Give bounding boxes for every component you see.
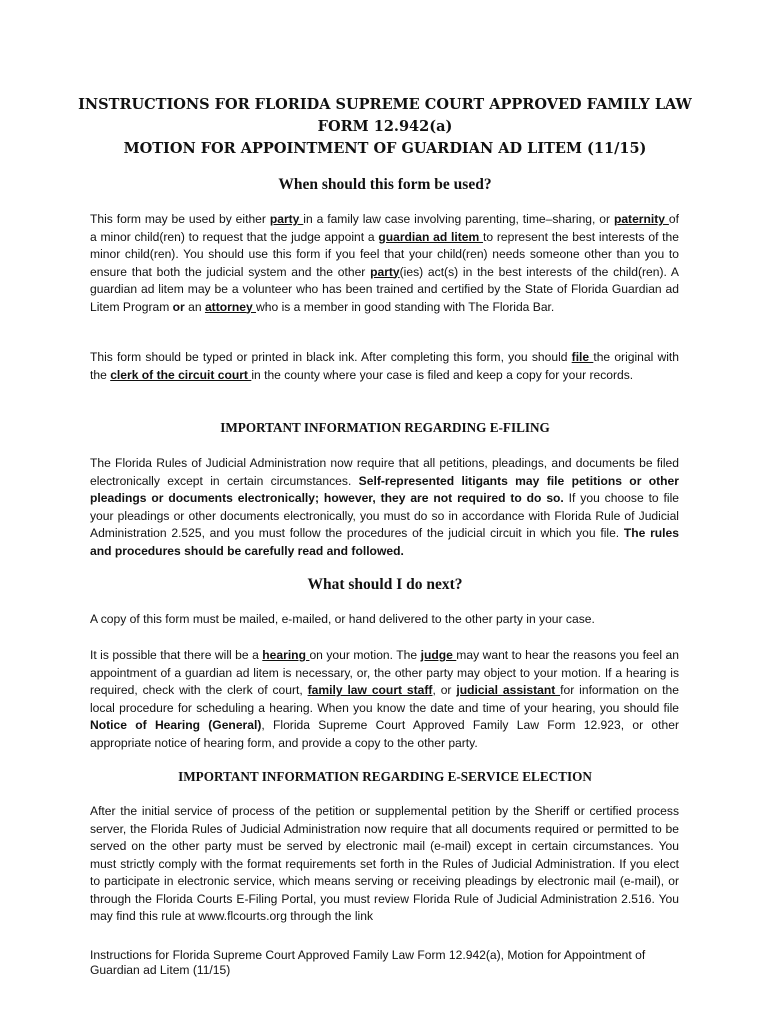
paragraph-when-used: This form may be used by either party in a family law case involving parenting, time–sharing, or paternity of a minor child(ren) to request that the judge appoint a guardian ad litem to represent the best interests of the minor child(ren). You should use this form if you feel that your child(ren) needs someone other than you to ensure that both the judicial system and the other party(ies) act(s) in the best interests of the child(ren). A guardian ad litem may be a volunteer who has been trained and certified by the State of Florida Guardian ad Litem Program or an attorney who is a member in good standing with The Florida Bar. [90,212,679,314]
paragraph-copy: A copy of this form must be mailed, e-mailed, or hand delivered to the other party in your case. [90,612,595,626]
document-title [0,94,770,160]
title-line-1: INSTRUCTIONS FOR FLORIDA SUPREME COURT APPROVED FAMILY LAW [78,96,692,113]
paragraph-hearing: It is possible that there will be a hearing on your motion. The judge may want to hear the reasons you feel an appointment of a guardian ad litem is necessary, or, the other party may object to your motion. If a hearing is required, check with the clerk of court, family law court staff, or judicial assistant for information on the local procedure for scheduling a hearing. When you know the date and time of your hearing, you should file Notice of Hearing (General), Florida Supreme Court Approved Family Law Form 12.923, or other appropriate notice of hearing form, and provide a copy to the other party. [90,648,680,750]
term-party-2[interactable]: party [370,264,400,279]
term-guardian-ad-litem[interactable]: guardian ad litem [378,229,484,244]
term-hearing[interactable]: hearing [262,648,310,662]
term-judicial-assistant[interactable]: judicial assistant [456,683,561,697]
term-file[interactable]: file [571,350,594,364]
page-footer: Instructions for Florida Supreme Court Approved Family Law Form 12.942(a), Motion for Appointment of Guardian ad Litem (11/15) [90,948,646,977]
term-clerk-of-circuit-court[interactable]: clerk of the circuit court [110,367,252,382]
paragraph-filing: This form should be typed or printed in black ink. After completing this form, you should file the original with the clerk of the circuit court in the county where your case is filed and keep a copy for your records. [90,350,680,382]
title-line-2: FORM 12.942(a) [317,118,453,135]
term-family-law-court-staff[interactable]: family law court staff [307,683,433,697]
term-party[interactable]: party [269,212,304,226]
title-line-3: MOTION FOR APPOINTMENT OF GUARDIAN AD LITEM (11/15) [123,140,647,157]
heading-e-filing: IMPORTANT INFORMATION REGARDING E-FILING [220,420,550,435]
paragraph-e-service: After the initial service of process of the petition or supplemental petition by the Sheriff or certified process server, the Florida Rules of Judicial Administration now require that all documents required or permitted to be served on the other party must be served by electronic mail (e-mail) except in certain circumstances. You must strictly comply with the format requirements set forth in the Rules of Judicial Administration. If you elect to participate in electronic service, which means serving or receiving pleadings by electronic mail (e-mail), or through the Florida Courts E-Filing Portal, you must review Florida Rule of Judicial Administration 2.516. You may find this rule at www.flcourts.org through the link [90,804,679,923]
term-judge[interactable]: judge [420,648,457,662]
heading-when-used: When should this form be used? [278,176,492,193]
paragraph-e-filing: The Florida Rules of Judicial Administration now require that all petitions, pleadings, and documents be filed electronically except in certain circumstances. Self-represented litigants may file petitions or other pleadings or documents electronically; however, they are not required to do so. If you choose to file your pleadings or other documents electronically, you must do so in accordance with Florida Rule of Judicial Administration 2.525, and you must follow the procedures of the judicial circuit in which you file. The rules and procedures should be carefully read and followed. [90,456,680,558]
heading-e-service: IMPORTANT INFORMATION REGARDING E-SERVICE ELECTION [178,769,592,784]
term-attorney[interactable]: attorney [204,299,257,314]
term-paternity[interactable]: paternity [613,212,669,226]
heading-what-next: What should I do next? [307,576,463,593]
